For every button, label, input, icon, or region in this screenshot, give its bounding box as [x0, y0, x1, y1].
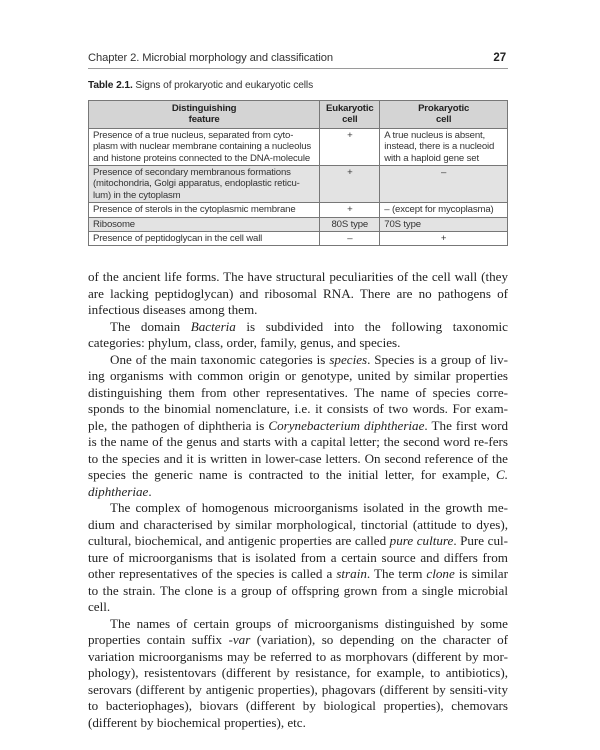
running-header: [88, 52, 508, 69]
prokaryotic-cell-value: – (except for mycoplasma): [380, 203, 508, 217]
table-row: [89, 166, 508, 203]
table-label: Table 2.1.: [88, 80, 133, 91]
feature-cell: Presence of a true nucleus, separated from cyto-plasm with nuclear membrane containing a nucleolus and histone proteins connected to the DNA-molecule: [89, 128, 320, 165]
paragraph: The complex of homogenous microorganisms isolated in the growth me-dium and characterised by similar morphological, tinctorial (attitude to dyes), cultural, biochemical, and antigenic properties are called pure culture. Pure cul-ture of microorganisms that is isolated from a certain source and differs from other representatives of the species is called a strain. The term clone is similar to the strain. The clone is a group of offspring grown from a single microbial cell.: [88, 500, 508, 614]
eukaryotic-cell-value: +: [320, 166, 380, 203]
page-number: 27: [493, 52, 506, 64]
table-row: [89, 232, 508, 246]
eukaryotic-cell-value: +: [320, 128, 380, 165]
eukaryotic-cell-value: –: [320, 232, 380, 246]
paragraph: The names of certain groups of microorganisms distinguished by some properties contain suffix -var (variation), so depending on the character of variation microorganisms may be referred to as morphovars (different by mor-phology), resistentovars (different by resistance, for example, to antibiotics), serovars (different by antigenic properties), phagovars (different by sensiti-vity to bacteriophages), biovars (different by biological properties), chemovars (different by biochemical properties), etc.: [88, 615, 509, 730]
cell-signs-table: [88, 100, 508, 246]
prokaryotic-cell-value: 70S type: [380, 217, 508, 231]
prokaryotic-cell-value: –: [380, 166, 508, 203]
table-header-row: [89, 101, 508, 129]
column-header-feature: Distinguishing feature: [89, 101, 320, 129]
feature-cell: Presence of secondary membranous formations (mitochondria, Golgi apparatus, endoplastic reticu-lum) in the cytoplasm: [89, 166, 320, 203]
feature-cell: Presence of peptidoglycan in the cell wall: [89, 232, 320, 246]
prokaryotic-cell-value: +: [380, 232, 508, 246]
table-row: [89, 217, 508, 231]
table-caption: [88, 80, 313, 91]
column-header-eukaryotic: Eukaryotic cell: [320, 101, 380, 129]
eukaryotic-cell-value: +: [320, 203, 380, 217]
paragraph: The domain Bacteria is subdivided into the following taxonomic categories: phylum, class, order, family, genus, and species.: [88, 318, 508, 350]
table-row: [89, 128, 508, 165]
table-row: [89, 203, 508, 217]
chapter-title: Chapter 2. Microbial morphology and classification: [88, 52, 333, 64]
body-text: [88, 269, 508, 731]
prokaryotic-cell-value: A true nucleus is absent, instead, there is a nucleoid with a haploid gene set: [380, 128, 508, 165]
table-caption-text: Signs of prokaryotic and eukaryotic cells: [132, 80, 314, 91]
eukaryotic-cell-value: 80S type: [320, 217, 380, 231]
feature-cell: Presence of sterols in the cytoplasmic membrane: [89, 203, 320, 217]
paragraph: of the ancient life forms. The have structural peculiarities of the cell wall (they are lacking peptidoglycan) and ribosomal RNA. There are no pathogens of infectious diseases among them.: [88, 269, 508, 317]
paragraph: One of the main taxonomic categories is species. Species is a group of liv-ing organisms with common origin or genotype, united by similar properties distinguishing them from other representatives. The name of species corre-sponds to the binomial nomenclature, i.e. it consists of two words. For exam-ple, the pathogen of diphtheria is Corynebacterium diphtheriae. The first word is the name of the genus and starts with a capital letter; the second word re-fers to the species and it is written in lower-case letters. On second reference of the species the generic name is contracted to the initial letter, for example, C. diphtheriae.: [88, 351, 508, 499]
feature-cell: Ribosome: [89, 217, 320, 231]
column-header-prokaryotic: Prokaryotic cell: [380, 101, 508, 129]
